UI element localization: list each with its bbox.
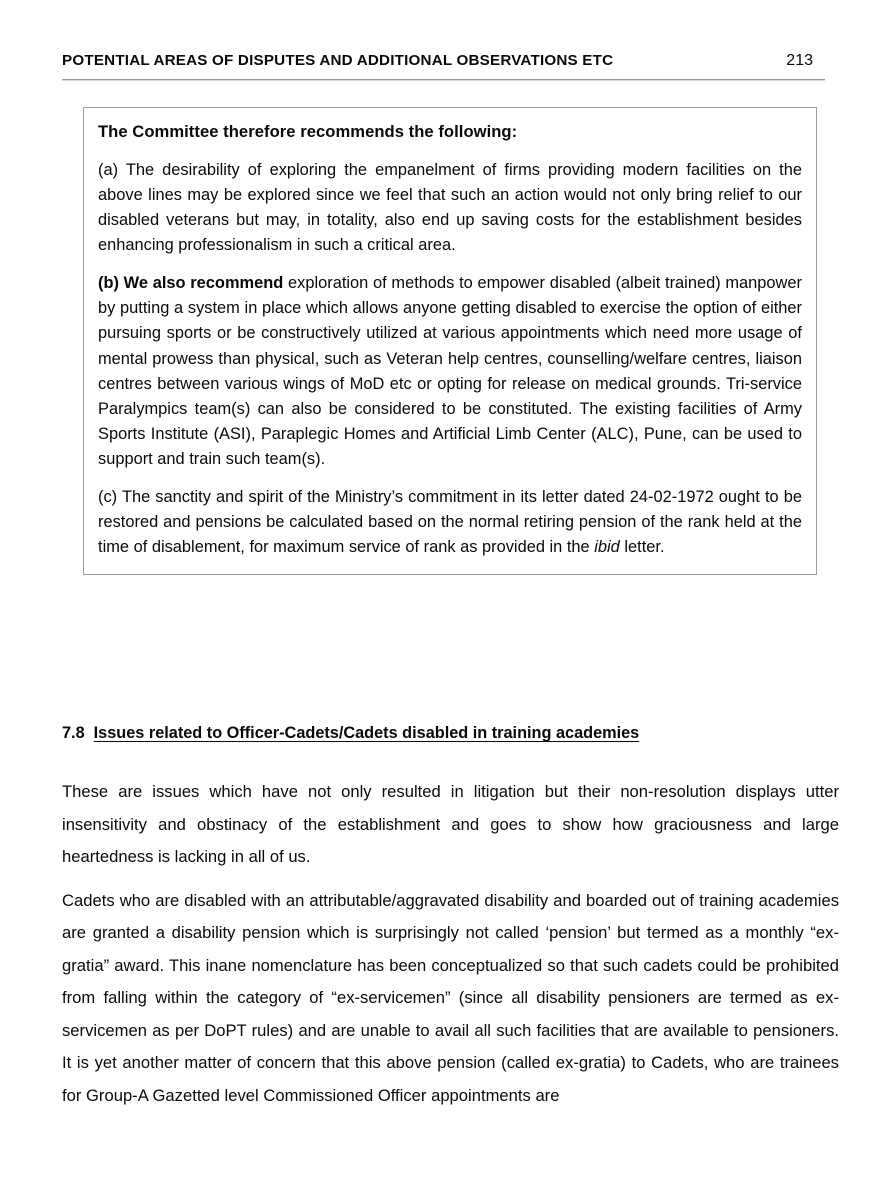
section-number: 7.8 [62, 724, 85, 742]
recommendation-item-c-italic-term: ibid [594, 537, 620, 556]
recommendation-item-c-after-italic: letter. [619, 537, 665, 556]
body-text-column [62, 776, 839, 1112]
section-heading [62, 723, 842, 744]
recommendation-item-c-before-italic: (c) The sanctity and spirit of the Ministry’s commitment in its letter dated 24-02-1972 ought to be restored and pensions be calculated based on the normal retiring pension of the rank held at the time of disablement, for maximum service of rank as provided in the [98, 487, 802, 556]
section-title: Issues related to Officer-Cadets/Cadets disabled in training academies [93, 724, 640, 742]
recommendation-item-b-lead: (b) We also recommend [98, 274, 284, 293]
recommendation-item-b [98, 271, 802, 471]
recommendation-item-b-rest: exploration of methods to empower disabled (albeit trained) manpower by putting a system in place which allows anyone getting disabled to exercise the option of either pursuing sports or be constructively utilized at various appointments which need more usage of mental prowess than physical, such as Veteran help centres, counselling/welfare centres, liaison centres between various wings of MoD etc or opting for release on medical grounds. Tri-service Paralympics team(s) can also be considered to be constituted. The existing facilities of Army Sports Institute (ASI), Paraplegic Homes and Artificial Limb Center (ALC), Pune, can be used to support and train such team(s). [98, 274, 802, 468]
running-header [62, 52, 825, 80]
header-divider-rule [62, 79, 825, 81]
body-paragraph: These are issues which have not only resulted in litigation but their non-resolution displays utter insensitivity and obstinacy of the establishment and goes to show how graciousness and large heartedness is lacking in all of us. [62, 782, 839, 867]
recommendation-item-a: (a) The desirability of exploring the empanelment of firms providing modern facilities on the above lines may be explored since we feel that such an action would not only bring relief to our disabled veterans but may, in totality, also end up saving costs for the establishment besides enhancing professionalism in such a critical area. [98, 161, 802, 255]
page-number: 213 [786, 52, 813, 69]
recommendation-box [83, 107, 817, 575]
recommendation-box-title: The Committee therefore recommends the following: [98, 122, 518, 141]
body-paragraph: Cadets who are disabled with an attributable/aggravated disability and boarded out of training academies are granted a disability pension which is surprisingly not called ‘pension’ but termed as a monthly “ex-gratia” award. This inane nomenclature has been conceptualized so that such cadets could be prohibited from falling within the category of “ex-servicemen” (since all disability pensioners are termed as ex-servicemen as per DoPT rules) and are unable to avail all such facilities that are available to pensioners. It is yet another matter of concern that this above pension (called ex-gratia) to Cadets, who are trainees for Group-A Gazetted level Commissioned Officer appointments are [62, 890, 839, 1105]
recommendation-item-c [98, 485, 802, 560]
running-header-title: POTENTIAL AREAS OF DISPUTES AND ADDITIONAL OBSERVATIONS ETC [62, 52, 614, 69]
